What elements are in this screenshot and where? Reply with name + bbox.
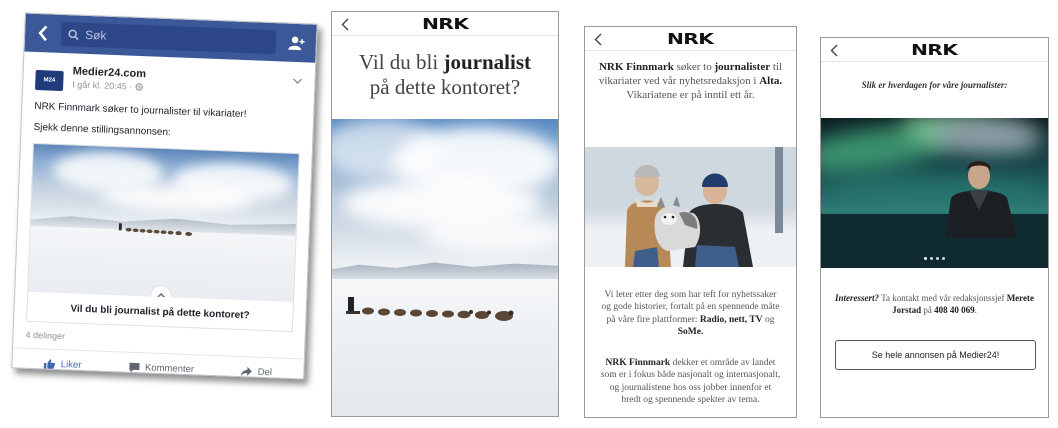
nrk-logo: NRK <box>667 29 714 48</box>
contact-text-2: på <box>921 305 935 316</box>
search-placeholder: Søk <box>84 27 107 43</box>
back-arrow-icon[interactable] <box>827 42 841 58</box>
carousel-dot[interactable] <box>924 257 927 260</box>
ad-header <box>332 12 558 36</box>
job-body-text-2 <box>585 357 796 406</box>
contact-text-3: . <box>974 305 977 316</box>
intro-bold-3: Alta. <box>759 74 783 87</box>
dog-sled-team <box>346 294 516 324</box>
back-arrow-icon[interactable] <box>591 31 605 47</box>
contact-text <box>821 292 1048 316</box>
search-input[interactable] <box>61 22 277 54</box>
link-preview[interactable] <box>26 143 300 332</box>
body2-text: dekker et område av landet som er i fokus både nasjonalt og internasjonalt, og journalistene hos oss jobber innenfor et bredt og spennende spekter av tema. <box>600 358 781 406</box>
post-text: NRK Finnmark søker to journalister til vikariater! <box>34 100 247 121</box>
northern-lights-photo[interactable] <box>821 118 1049 268</box>
contact-name: Merete Jorstad <box>892 293 1034 316</box>
carousel-dots[interactable] <box>821 257 1048 260</box>
link-title[interactable]: Vil du bli journalist på dette kontoret? <box>70 303 250 322</box>
job-intro-text <box>585 51 796 157</box>
carousel-dot[interactable] <box>930 257 933 260</box>
comment-label: Kommenter <box>144 362 195 376</box>
ad-screen-contact <box>820 37 1049 418</box>
ad-header <box>585 27 796 51</box>
body1-platforms: Radio, nett, TV <box>699 314 763 325</box>
intro-text-1: søker to <box>673 61 715 73</box>
dog-sled-team <box>119 221 199 236</box>
body2-bold: NRK Finnmark <box>605 358 671 368</box>
job-body-text-1 <box>585 289 796 338</box>
ad-headline <box>332 36 558 132</box>
journalist-figure <box>821 118 1049 268</box>
page-avatar[interactable]: M24 <box>35 70 64 91</box>
share-label: Del <box>257 366 273 379</box>
nrk-logo: NRK <box>421 14 469 33</box>
body1-text-2: og <box>762 314 775 325</box>
chevron-down-icon[interactable] <box>292 78 302 85</box>
intro-bold-2: journalister <box>714 61 771 73</box>
intro-bold-1: NRK Finnmark <box>598 61 674 73</box>
globe-icon <box>135 83 143 91</box>
like-label: Liker <box>60 359 82 371</box>
comment-button[interactable] <box>128 362 194 376</box>
body1-text-1: Vi leter etter deg som har teft for nyhetssaker og gode historier, fortalt på en spennende måte på våre fire plattformer: <box>601 290 780 325</box>
intro-text-3: Vikariatene er på inntil ett år. <box>626 88 755 101</box>
headline-pre: Vil du bli <box>358 50 444 74</box>
dog-sled-photo <box>28 144 298 302</box>
contact-text-1: Ta kontakt med vår redaksjonssjef <box>879 293 1007 303</box>
back-arrow-icon[interactable] <box>338 16 352 32</box>
intro-text-2: til vikariater ved vår nyhetsredaksjon i <box>598 61 783 87</box>
comment-icon <box>128 362 140 373</box>
share-count[interactable]: 4 delinger <box>13 321 305 359</box>
headline-bold: journalist <box>443 50 531 74</box>
back-arrow-icon[interactable] <box>33 23 54 44</box>
post-timestamp <box>72 79 146 92</box>
facebook-post-screenshot <box>11 13 317 380</box>
post-intro-text: Sjekk denne stillingsannonsen: <box>33 121 171 139</box>
ad-screen-job-description <box>584 26 797 418</box>
body1-platform-last: SoMe. <box>677 327 704 338</box>
share-button[interactable] <box>240 366 272 378</box>
nrk-logo: NRK <box>911 40 958 59</box>
like-button[interactable] <box>44 358 82 370</box>
timestamp-text: I går kl. 20:45 · <box>72 79 133 92</box>
friend-requests-icon[interactable] <box>284 30 309 55</box>
share-arrow-icon <box>240 366 252 377</box>
ad-screen-journalist-question <box>331 11 559 417</box>
thumbs-up-icon <box>44 358 56 369</box>
search-icon <box>68 29 79 40</box>
carousel-dot[interactable] <box>942 257 945 260</box>
gallery-lead-text: Slik er hverdagen for våre journalister: <box>861 80 1008 90</box>
journalists-with-husky-photo <box>585 147 797 267</box>
see-full-ad-button[interactable]: Se hele annonsen på Medier24! <box>835 340 1036 370</box>
page-name[interactable]: Medier24.com <box>72 65 147 81</box>
ad-header <box>821 38 1048 62</box>
headline-post: på dette kontoret? <box>369 75 521 100</box>
journalists-illustration <box>585 147 797 267</box>
carousel-dot[interactable] <box>936 257 939 260</box>
dog-sled-photo <box>332 119 559 417</box>
contact-italic: Interessert? <box>835 293 880 303</box>
contact-phone[interactable]: 408 40 069 <box>934 305 975 316</box>
